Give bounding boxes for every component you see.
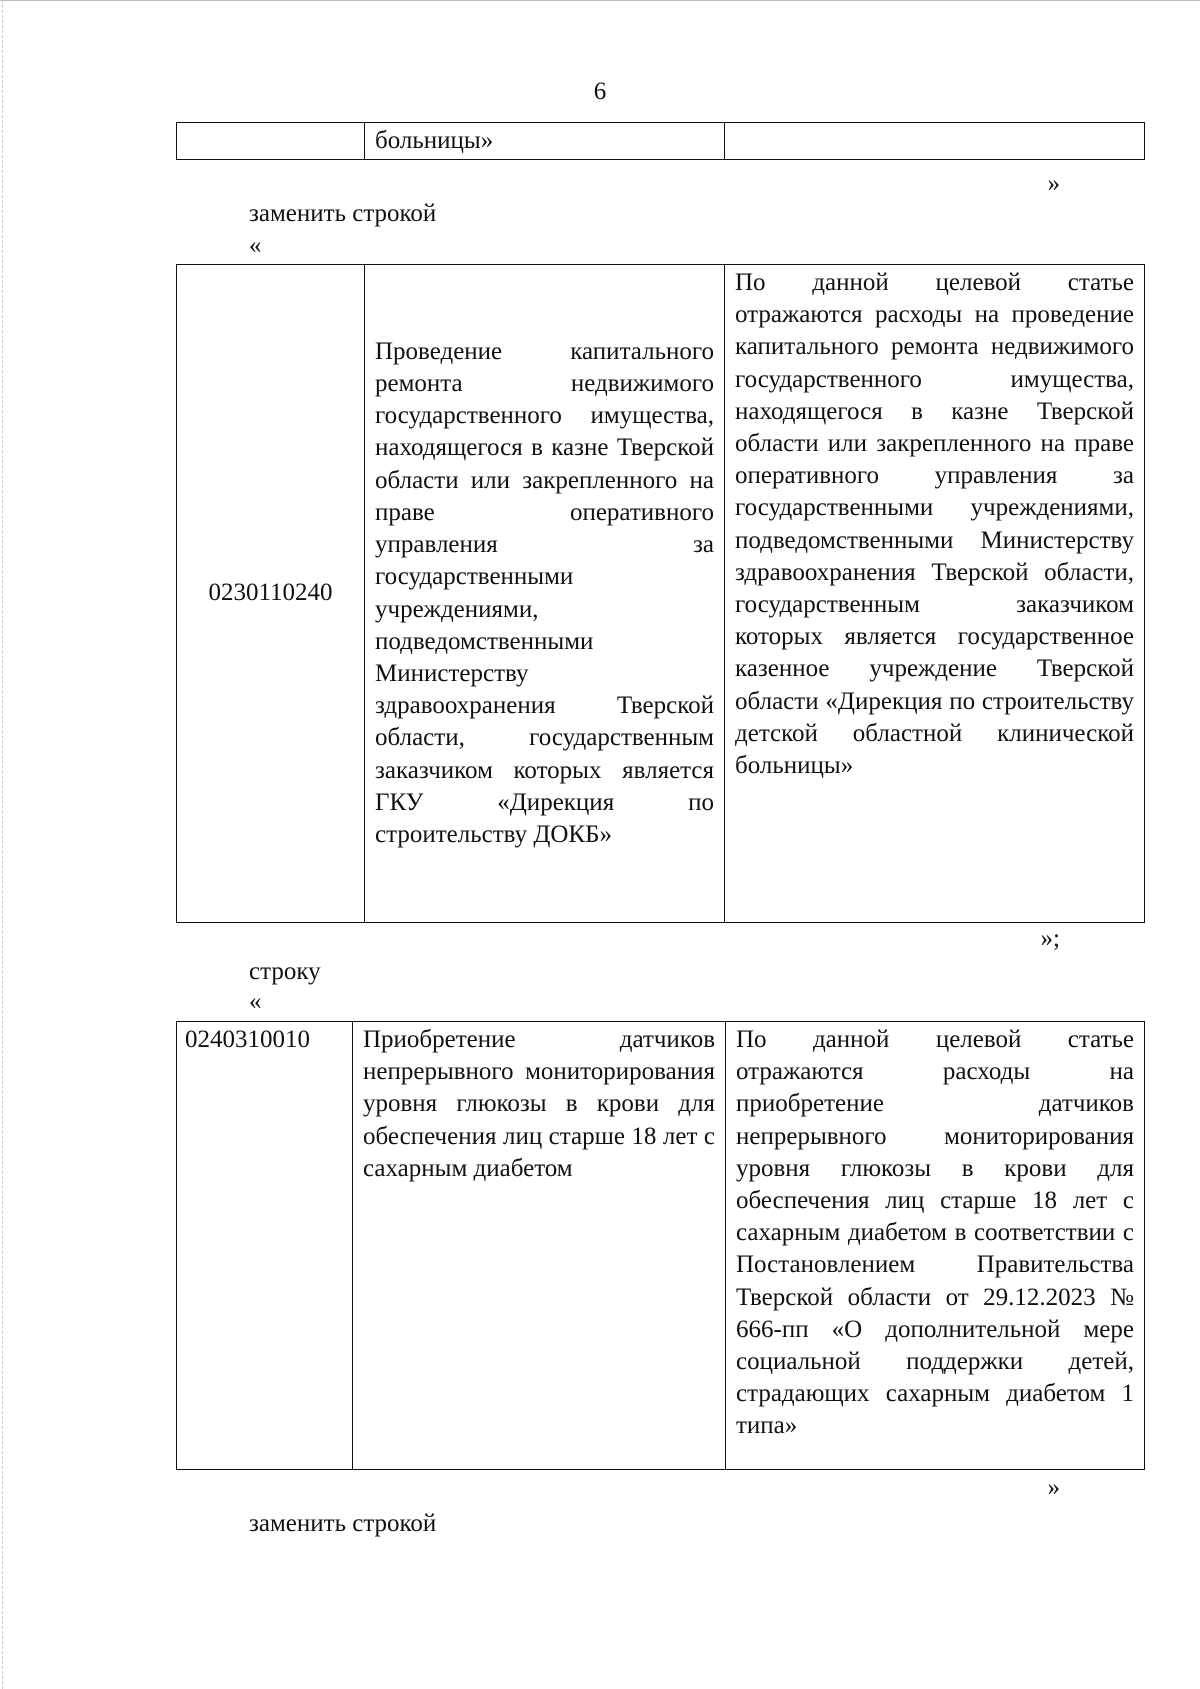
fragment-table: [176, 122, 1145, 160]
opening-quote: «: [249, 988, 262, 1015]
fragment-name-cell: больницы»: [365, 123, 725, 160]
closing-quote: »: [1047, 170, 1060, 197]
scan-edge-top: [0, 0, 1200, 4]
target-article-description: По данной целевой статье отражаются расходы на проведение капитального ремонта недвижимого государственного имущества, находящегося в казне Тверской области или закрепленного на праве оперативного управления за государственными учреждениями, подведомственными Министерству здравоохранения Тверской области, государственным заказчиком которых является государственное казенное учреждение Тверской области «Дирекция по строительству детской областной клинической больницы»: [725, 265, 1145, 923]
table-row: [177, 265, 1145, 923]
original-row-table: [176, 1021, 1145, 1470]
table-row: [177, 1022, 1145, 1470]
table-row: [177, 123, 1145, 160]
instruction-text: заменить строкой: [249, 200, 437, 227]
page-number: 6: [593, 78, 607, 105]
target-article-code: 0240310010: [177, 1022, 353, 1470]
target-article-name: Проведение капитального ремонта недвижимого государственного имущества, находящегося в казне Тверской области или закрепленного на праве оперативного управления за государственными учреждениями, подведомственными Министерству здравоохранения Тверской области, государственным заказчиком которых является ГКУ «Дирекция по строительству ДОКБ»: [365, 265, 725, 923]
closing-quote: »;: [1040, 925, 1060, 952]
replacement-table: [176, 264, 1145, 923]
target-article-code: 0230110240: [177, 265, 365, 923]
closing-quote: »: [1047, 1474, 1060, 1501]
fragment-description-cell: [725, 123, 1145, 160]
target-article-name: Приобретение датчиков непрерывного мониторирования уровня глюкозы в крови для обеспечения лиц старше 18 лет с сахарным диабетом: [353, 1022, 726, 1470]
target-article-description: По данной целевой статье отражаются расходы на приобретение датчиков непрерывного мониторирования уровня глюкозы в крови для обеспечения лиц старше 18 лет с сахарным диабетом в соответствии с Постановлением Правительства Тверской области от 29.12.2023 № 666-пп «О дополнительной мере социальной поддержки детей, страдающих сахарным диабетом 1 типа»: [726, 1022, 1145, 1470]
instruction-text: строку: [249, 958, 321, 985]
fragment-code-cell: [177, 123, 365, 160]
opening-quote: «: [249, 232, 262, 259]
scan-edge-left: [2, 0, 4, 1689]
instruction-text: заменить строкой: [249, 1510, 437, 1537]
